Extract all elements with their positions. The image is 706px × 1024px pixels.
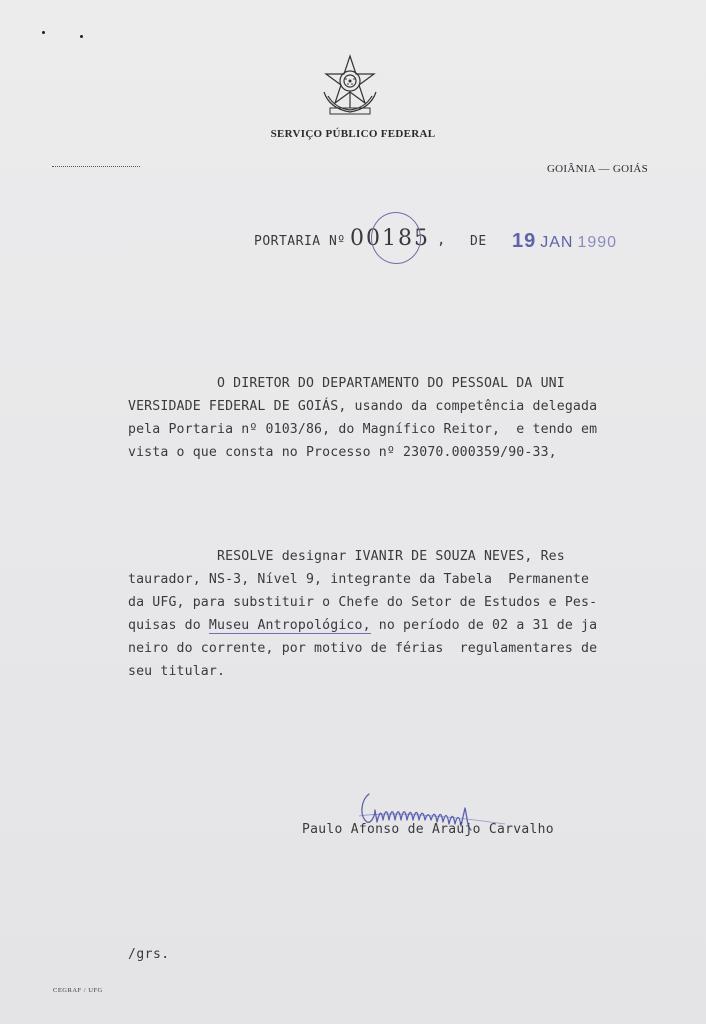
underlined-text: Museu Antropológico, (208, 618, 371, 633)
stamp-year: 1990 (577, 234, 618, 251)
signer-name: Paulo Afonso de Araújo Carvalho (302, 822, 554, 837)
coat-of-arms-icon (318, 52, 382, 118)
text-line: da UFG, para substituir o Chefe do Setor de Estudos e Pes- (128, 595, 598, 610)
service-title: SERVIÇO PÚBLICO FEDERAL (270, 128, 436, 140)
text-segment: no período de 02 a 31 de ja (370, 618, 598, 633)
text-line: RESOLVE designar IVANIR DE SOUZA NEVES, Res (128, 549, 565, 564)
portaria-number: 00185 (350, 226, 430, 251)
text-line: O DIRETOR DO DEPARTAMENTO DO PESSOAL DA UNI (128, 376, 565, 391)
text-segment: quisas do (128, 618, 209, 633)
text-line: pela Portaria nº 0103/86, do Magnífico Reitor, e tendo em (128, 422, 598, 437)
city-label: GOIÂNIA — GOIÁS (546, 163, 648, 175)
portaria-header (0, 226, 706, 266)
text-line (128, 614, 620, 637)
text-line: VERSIDADE FEDERAL DE GOIÁS, usando da competência delegada (128, 399, 598, 414)
paragraph-resolution (128, 545, 620, 683)
stamp-day: 19 (512, 230, 537, 252)
speck-mark (42, 31, 45, 34)
paragraph-preamble (128, 372, 620, 464)
date-prefix-label: DE (470, 234, 487, 249)
date-stamp (512, 230, 617, 253)
text-line: neiro do corrente, por motivo de férias regulamentares de (128, 641, 598, 656)
handwritten-circle (368, 209, 425, 267)
portaria-label: PORTARIA Nº (254, 234, 346, 249)
text-line: vista o que consta no Processo nº 23070.000359/90-33, (128, 445, 557, 460)
printer-mark: CEGRAF / UFG (53, 987, 103, 994)
portaria-comma: , (437, 232, 446, 248)
speck-mark (80, 35, 83, 38)
text-line: seu titular. (128, 664, 226, 679)
typist-initials: /grs. (128, 947, 170, 962)
text-line: taurador, NS-3, Nível 9, integrante da Tabela Permanente (128, 572, 590, 587)
dotted-rule (52, 166, 140, 167)
stamp-month: JAN (540, 234, 574, 251)
